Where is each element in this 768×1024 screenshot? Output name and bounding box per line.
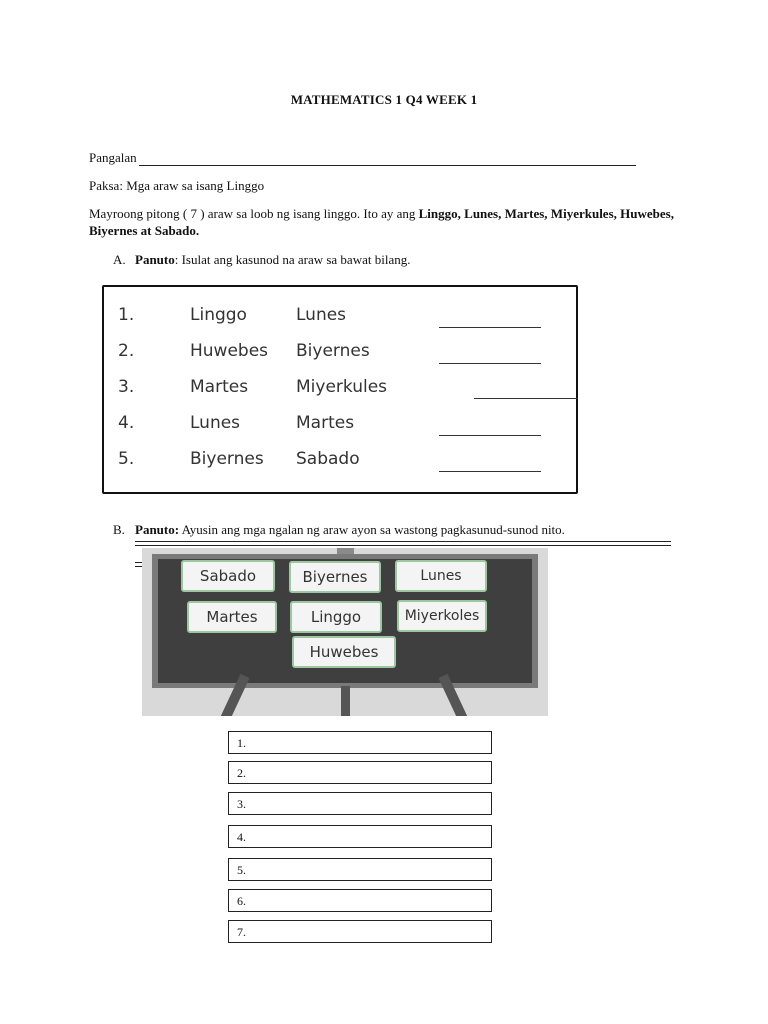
intro-days-list: Linggo, Lunes, Martes, Miyerkules, Huwebes, Biyernes at Sabado. xyxy=(89,206,674,238)
answer-blank[interactable] xyxy=(439,327,541,328)
answer-box[interactable]: 2. xyxy=(228,761,492,784)
section-b-heading xyxy=(113,522,565,538)
day-card[interactable]: Lunes xyxy=(395,560,487,592)
intro-paragraph xyxy=(89,205,679,239)
exercise-a-box xyxy=(102,285,578,494)
section-b-instruction: Ayusin ang mga ngalan ng araw ayon sa wastong pagkasunud-sunod nito. xyxy=(179,522,565,537)
row-number: 2. xyxy=(118,341,135,361)
section-a-label: Panuto xyxy=(135,252,175,267)
section-a-letter: A. xyxy=(113,252,126,267)
name-blank-line[interactable] xyxy=(139,153,636,166)
name-field[interactable] xyxy=(89,150,636,166)
section-a-heading xyxy=(113,252,410,268)
day-card[interactable]: Biyernes xyxy=(289,561,381,593)
row-day-1: Linggo xyxy=(190,305,247,325)
topic-text: Paksa: Mga araw sa isang Linggo xyxy=(89,178,265,193)
row-day-2: Martes xyxy=(296,413,355,433)
answer-box[interactable]: 5. xyxy=(228,858,492,881)
day-card[interactable]: Huwebes xyxy=(292,636,396,668)
answer-box[interactable]: 3. xyxy=(228,792,492,815)
row-day-1: Lunes xyxy=(190,413,241,433)
section-a-instruction: : Isulat ang kasunod na araw sa bawat bilang. xyxy=(174,252,411,267)
row-day-2: Sabado xyxy=(296,449,360,469)
exercise-a-row xyxy=(104,305,576,335)
row-day-1: Martes xyxy=(190,377,249,397)
row-day-2: Biyernes xyxy=(296,341,370,361)
answer-blank[interactable] xyxy=(439,363,541,364)
exercise-a-row xyxy=(104,377,576,407)
worksheet-title: MATHEMATICS 1 Q4 WEEK 1 xyxy=(290,92,478,107)
row-number: 5. xyxy=(118,449,135,469)
day-card[interactable]: Martes xyxy=(187,601,277,633)
exercise-a-row xyxy=(104,341,576,371)
row-day-2: Lunes xyxy=(296,305,347,325)
answer-blank[interactable] xyxy=(439,471,541,472)
intro-plain: Mayroong pitong ( 7 ) araw sa loob ng isang linggo. Ito ay ang xyxy=(89,206,419,221)
answer-blank[interactable] xyxy=(439,435,541,436)
chalkboard-illustration xyxy=(142,548,548,716)
answer-box[interactable]: 6. xyxy=(228,889,492,912)
name-label: Pangalan xyxy=(89,150,137,165)
answer-box[interactable]: 7. xyxy=(228,920,492,943)
divider-line xyxy=(135,541,671,542)
answer-box[interactable]: 4. xyxy=(228,825,492,848)
row-number: 3. xyxy=(118,377,135,397)
exercise-a-row xyxy=(104,413,576,443)
section-b-letter: B. xyxy=(113,522,125,537)
row-day-2: Miyerkules xyxy=(296,377,388,397)
answer-blank[interactable] xyxy=(474,398,578,399)
day-card[interactable]: Miyerkoles xyxy=(397,600,487,632)
board-leg xyxy=(341,686,350,716)
row-number: 4. xyxy=(118,413,135,433)
divider-line xyxy=(135,545,671,546)
answer-box[interactable]: 1. xyxy=(228,731,492,754)
row-day-1: Biyernes xyxy=(190,449,264,469)
row-number: 1. xyxy=(118,305,135,325)
section-b-label: Panuto: xyxy=(135,522,180,537)
day-card[interactable]: Sabado xyxy=(181,560,275,592)
exercise-a-row xyxy=(104,449,576,479)
row-day-1: Huwebes xyxy=(190,341,269,361)
day-card[interactable]: Linggo xyxy=(290,601,382,633)
